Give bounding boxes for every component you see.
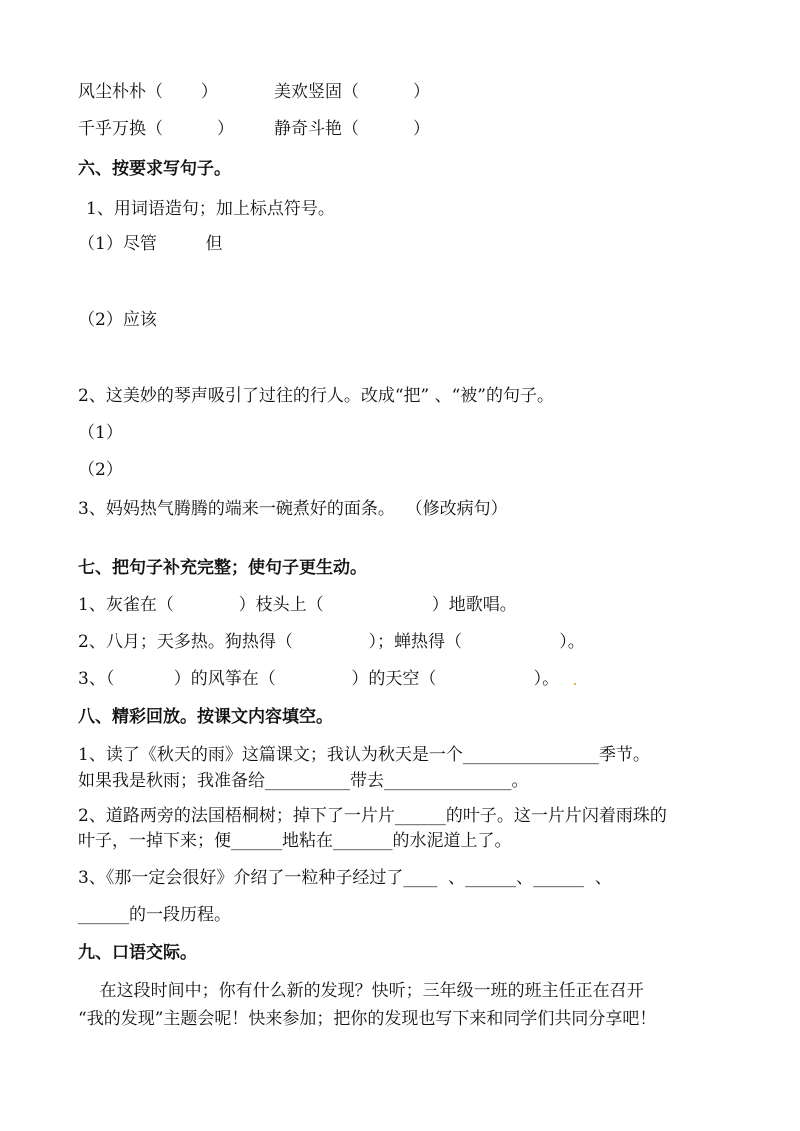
section-8-title: 八、精彩回放。按课文内容填空。 (78, 707, 333, 727)
question-text: 1、灰雀在（ ）枝头上（ ）地歌唱。 (78, 595, 517, 615)
question-text: 2、这美妙的琴声吸引了过往的行人。改成“把” 、“被”的句子。 (78, 386, 554, 406)
question-text: 1、用词语造句；加上标点符号。 (86, 199, 335, 219)
section-7-title: 七、把句子补充完整；使句子更生动。 (78, 558, 367, 578)
idiom-item: 风尘朴朴（ ） (78, 82, 218, 102)
question-text: ______的一段历程。 (78, 905, 231, 925)
section-9-title: 九、口语交际。 (78, 943, 197, 963)
idiom-item: 千乎万换（ ） (78, 119, 235, 139)
question-text: （1） (78, 423, 123, 443)
question-text: 3、《那一定会很好》介绍了一粒种子经过了____ 、______、______ 、 (78, 868, 612, 888)
idiom-item: 美欢竖固（ ） (274, 82, 431, 102)
question-text: （2） (78, 460, 123, 480)
section-6-title: 六、按要求写句子。 (78, 159, 231, 179)
speck-mark (574, 683, 576, 685)
question-text: 如果我是秋雨；我准备给__________带去_______________。 (78, 771, 529, 791)
idiom-item: 静奇斗艳（ ） (274, 119, 431, 139)
question-text: 叶子，一掉下来；便______地粘在_______的水泥道上了。 (78, 831, 512, 851)
question-text: （1）尽管 但 (78, 234, 223, 254)
question-text: 3、（ ）的风筝在（ ）的天空（ ）。 (78, 669, 560, 689)
question-text: 1、读了《秋天的雨》这篇课文；我认为秋天是一个________________季节。 (78, 745, 650, 765)
question-text: 2、道路两旁的法国梧桐树；掉下了一片片______的叶子。这一片片闪着雨珠的 (78, 806, 667, 826)
question-text: （2）应该 (78, 310, 157, 330)
paragraph-line: 在这段时间中；你有什么新的发现？快听；三年级一班的班主任正在召开 (78, 981, 644, 1001)
paragraph-line: “我的发现”主题会呢！快来参加；把你的发现也写下来和同学们共同分享吧！ (78, 1009, 657, 1029)
question-text: 3、妈妈热气腾腾的端来一碗煮好的面条。 （修改病句） (78, 499, 508, 519)
question-text: 2、八月；天多热。狗热得（ ）；蝉热得（ ）。 (78, 632, 585, 652)
